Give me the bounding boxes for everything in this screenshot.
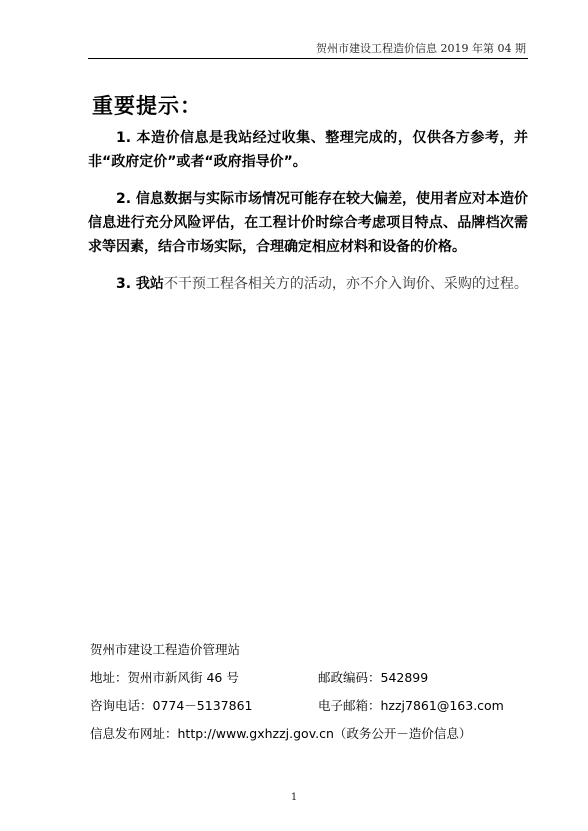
phone: 咨询电话：0774－5137861 [90, 698, 253, 713]
running-header: 贺州市建设工程造价信息 2019 年第 04 期 [316, 42, 526, 55]
email: 电子邮箱：hzzj7861@163.com [318, 698, 504, 713]
notice-list [88, 126, 528, 309]
notice-item-3-body: 不干预工程各相关方的活动，亦不介入询价、采购的过程。 [163, 276, 528, 292]
postcode: 邮政编码：542899 [318, 670, 429, 685]
contact-footer [90, 636, 530, 748]
notice-item-3 [88, 272, 528, 296]
org-name: 贺州市建设工程造价管理站 [90, 642, 241, 657]
page-number: 1 [290, 792, 298, 803]
page-title: 重要提示： [92, 94, 202, 118]
website: 信息发布网址：http://www.gxhzzj.gov.cn（政务公开－造价信息） [90, 726, 472, 741]
address: 地址：贺州市新风街 46 号 [90, 670, 239, 685]
address-row [90, 664, 530, 692]
phone-row [90, 692, 530, 720]
header-rule [88, 58, 528, 59]
notice-item-1: 1. 本造价信息是我站经过收集、整理完成的，仅供各方参考，并非“政府定价”或者“政府指导价”。 [88, 130, 528, 170]
notice-item-2: 2. 信息数据与实际市场情况可能存在较大偏差，使用者应对本造价信息进行充分风险评估，在工程计价时综合考虑项目特点、品牌档次需求等因素，结合市场实际，合理确定相应材料和设备的价格。 [88, 191, 528, 255]
notice-item-3-lead: 3. 我站 [116, 276, 164, 292]
